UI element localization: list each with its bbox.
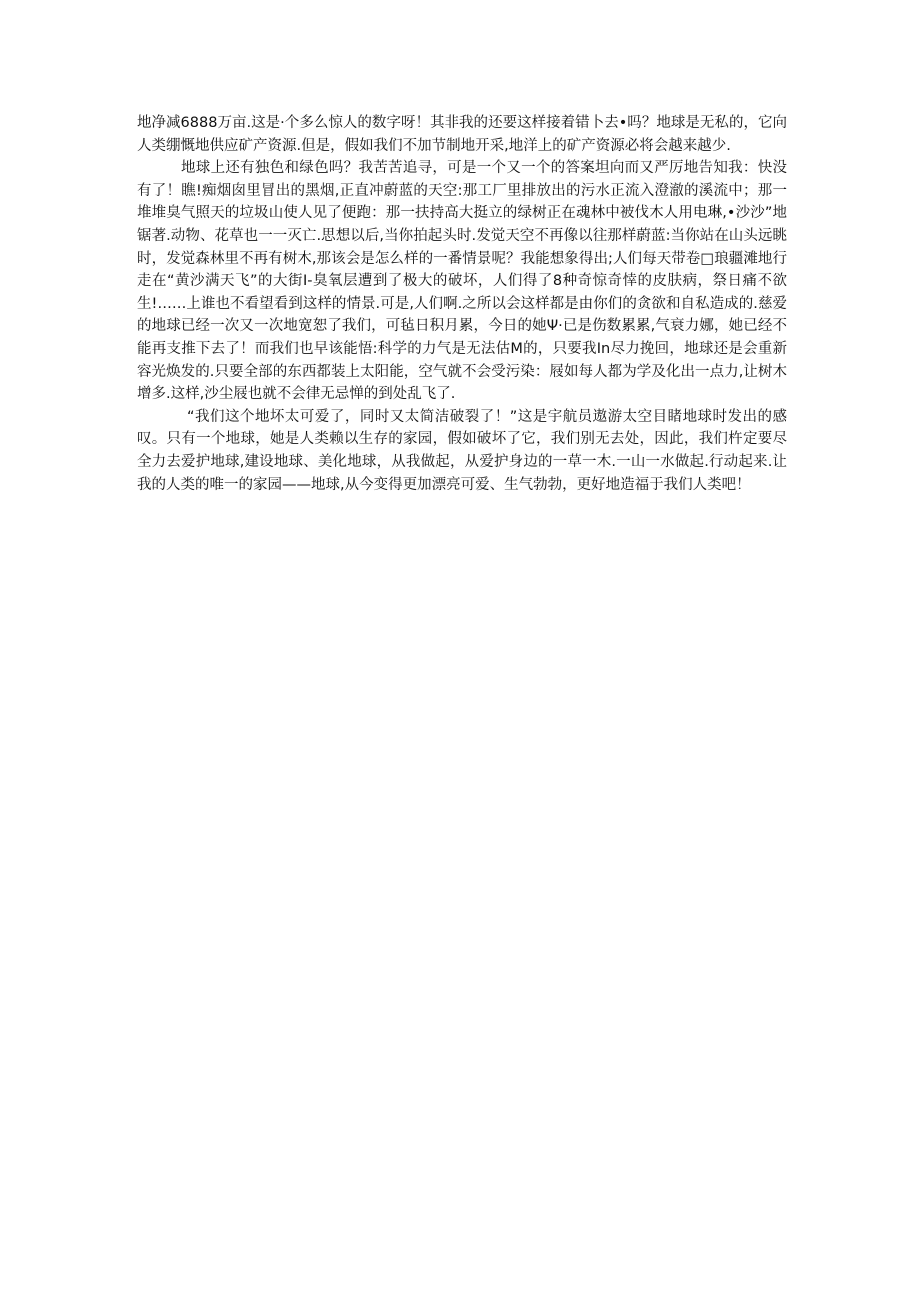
paragraph-3: “我们这个地坏太可爱了，同时又太简洁破裂了！”这是宇航员遨游太空目睹地球时发出的感叹。只有一个地球，她是人类赖以生存的家园，假如破坏了它，我们别无去处，因此，我们杵定要尽全力去爱护地球,建设地球、美化地球，从我做起，从爱护身边的一草一木.一山一水做起.行动起来.让我的人类的唯一的家园——地球,从今变得更加漂亮可爱、生气勃勃，更好地造福于我们人类吧！ [137, 408, 787, 493]
paragraph-2: 地球上还有独色和绿色吗？我苦苦追寻，可是一个又一个的答案坦向而又严厉地告知我：快没有了！瞧!痴烟囱里冒出的黑烟,正直冲蔚蓝的天空:那工厂里排放出的污水正流入澄澈的溪流中；那一堆堆臭气照天的垃圾山使人见了便跑：那一扶持高大挺立的绿树正在魂林中被伐木人用电琳,•沙沙”地锯著.动物、花草也一一灭亡.思想以后,当你拍起头时.发觉天空不再像以往那样蔚蓝:当你站在山头远眺时，发觉森林里不再有树木,那该会是怎么样的一番情景呢？我能想象得出;人们每天带卷□琅疆滩地行走在“黄沙满天飞”的大街I-臭氧层遭到了极大的破坏，人们得了8种奇惊奇悻的皮肤病，祭日痛不欲生!……上谁也不看望看到这样的情景.可是,人们啊.之所以会这样都是由你们的贪欲和自私造成的.慈爱的地球已经一次又一次地宽恕了我们，可毡日积月累，今日的她Ψ·已是伤数累累,气衰力娜，她已经不能再支推下去了！而我们也早该能悟:科学的力气是无法估M的，只要我In尽力挽回，地球还是会重新容光焕发的.只要全部的东西都装上太阳能，空气就不会受污染：屐如每人都为学及化出一点力,让树木增多.这样,沙尘屐也就不会律无忌惮的到处乱飞了. [137, 160, 787, 403]
document-body [137, 112, 787, 496]
paragraph-1: 地净减6888万亩.这是·个多么惊人的数字呀！其非我的还要这样接着错卜去•吗？地球是无私的，它向人类绷慨地供应矿产资源.但是，假如我们不加节制地开采,地洋上的矿产资源必将会越来越少. [137, 115, 787, 154]
